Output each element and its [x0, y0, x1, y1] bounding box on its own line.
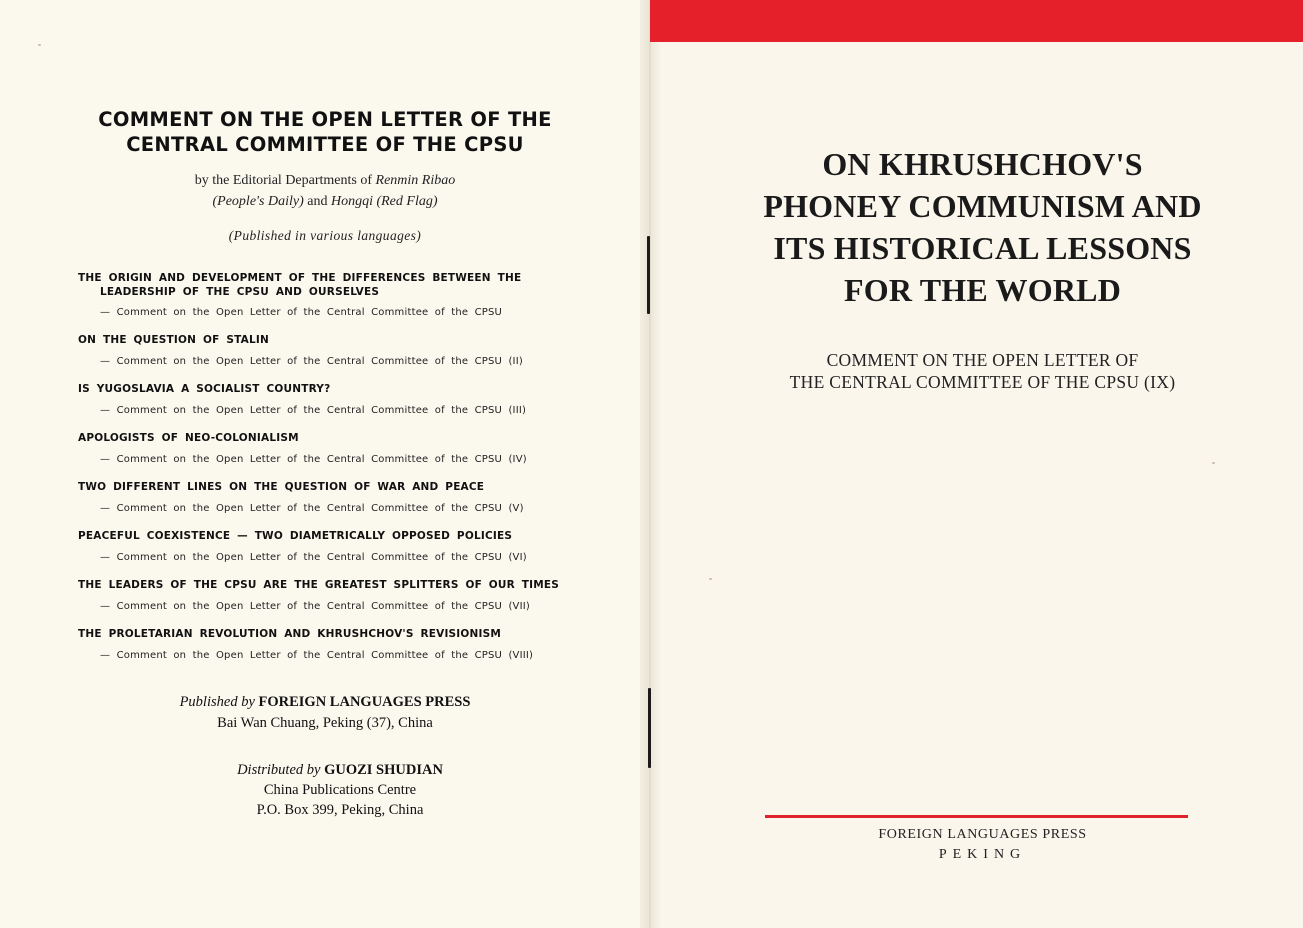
publisher-name: FOREIGN LANGUAGES PRESS	[258, 694, 471, 710]
publisher-address: Bai Wan Chuang, Peking (37), China	[217, 715, 433, 731]
toc-item-subtitle: — Comment on the Open Letter of the Central Committee of the CPSU (III)	[100, 405, 527, 416]
cover-subtitle-line2: THE CENTRAL COMMITTEE OF THE CPSU (IX)	[789, 372, 1176, 392]
cover-red-band	[650, 0, 1303, 42]
toc-item-title: APOLOGISTS OF NEO-COLONIALISM	[78, 432, 299, 444]
series-title-line1: COMMENT ON THE OPEN LETTER OF THE	[98, 108, 552, 131]
cover-press-name: FOREIGN LANGUAGES PRESS	[878, 827, 1087, 842]
toc-item-subtitle: — Comment on the Open Letter of the Central Committee of the CPSU	[100, 307, 503, 318]
byline-paper1: Renmin Ribao	[375, 173, 456, 188]
toc-item-subtitle: — Comment on the Open Letter of the Central Committee of the CPSU (VIII)	[100, 650, 534, 661]
toc-item-subtitle: — Comment on the Open Letter of the Central Committee of the CPSU (V)	[100, 503, 524, 514]
toc-item-title: TWO DIFFERENT LINES ON THE QUESTION OF WAR AND PEACE	[78, 481, 485, 493]
list-item	[78, 333, 570, 369]
list-item	[78, 529, 570, 565]
publisher-block	[60, 692, 590, 734]
toc-item-title: THE LEADERS OF THE CPSU ARE THE GREATEST SPLITTERS OF OUR TIMES	[78, 579, 560, 591]
toc-item-subtitle: — Comment on the Open Letter of the Central Committee of the CPSU (VI)	[100, 552, 527, 563]
cover-title-line2: PHONEY COMMUNISM AND	[763, 188, 1202, 224]
byline-line2	[60, 191, 590, 212]
byline-text: by the Editorial Departments of	[194, 173, 376, 188]
publisher-line	[60, 692, 590, 713]
byline-line1	[60, 170, 590, 191]
paper-speck	[1212, 462, 1215, 464]
toc-item-title-cont: LEADERSHIP OF THE CPSU AND OURSELVES	[100, 286, 380, 298]
list-item	[78, 382, 570, 418]
distributed-by-label: Distributed by	[237, 762, 321, 778]
distributor-block	[60, 760, 620, 820]
right-page-cover	[650, 0, 1303, 928]
toc-item-title: THE ORIGIN AND DEVELOPMENT OF THE DIFFERENCES BETWEEN THE	[78, 272, 522, 284]
toc-item-title: PEACEFUL COEXISTENCE — TWO DIAMETRICALLY OPPOSED POLICIES	[78, 530, 513, 542]
paper-speck	[709, 578, 712, 580]
series-title	[60, 107, 590, 157]
list-item	[78, 480, 570, 516]
list-item	[78, 578, 570, 614]
toc-item-subtitle: — Comment on the Open Letter of the Central Committee of the CPSU (IV)	[100, 454, 527, 465]
distributor-name: GUOZI SHUDIAN	[324, 762, 443, 778]
distributor-line3: P.O. Box 399, Peking, China	[256, 802, 424, 818]
byline-paper2-en: (Red Flag)	[372, 194, 438, 209]
cover-red-rule	[765, 815, 1188, 818]
cover-title-line3: ITS HISTORICAL LESSONS	[773, 230, 1192, 266]
binding-mark-bottom	[648, 688, 651, 768]
distributor-line2: China Publications Centre	[263, 782, 417, 798]
toc-item-title: ON THE QUESTION OF STALIN	[78, 334, 269, 346]
byline	[60, 170, 590, 212]
list-item	[78, 271, 570, 320]
toc-item-subtitle: — Comment on the Open Letter of the Central Committee of the CPSU (II)	[100, 356, 523, 367]
distributor-line	[60, 760, 620, 780]
toc-item-title: THE PROLETARIAN REVOLUTION AND KHRUSHCHOV'S REVISIONISM	[78, 628, 502, 640]
cover-press-city: PEKING	[938, 847, 1027, 862]
cover-title	[740, 143, 1225, 311]
cover-subtitle	[740, 349, 1225, 393]
cover-imprint	[740, 825, 1225, 865]
list-item	[78, 627, 570, 663]
byline-paper2: Hongqi	[330, 194, 373, 209]
series-contents-list	[78, 271, 570, 663]
cover-subtitle-line1: COMMENT ON THE OPEN LETTER OF	[826, 350, 1139, 370]
series-title-line2: CENTRAL COMMITTEE OF THE CPSU	[126, 133, 524, 156]
byline-paper1-en: (People's Daily)	[212, 194, 304, 209]
cover-title-line4: FOR THE WORLD	[843, 272, 1122, 308]
list-item	[78, 431, 570, 467]
book-gutter	[640, 0, 660, 928]
toc-item-subtitle: — Comment on the Open Letter of the Central Committee of the CPSU (VII)	[100, 601, 530, 612]
binding-mark-top	[647, 236, 650, 314]
published-note: (Published in various languages)	[228, 228, 422, 243]
toc-item-title: IS YUGOSLAVIA A SOCIALIST COUNTRY?	[78, 383, 331, 395]
cover-title-line1: ON KHRUSHCHOV'S	[822, 146, 1143, 182]
byline-and: and	[303, 194, 331, 209]
paper-speck	[38, 44, 41, 46]
published-by-label: Published by	[179, 694, 255, 710]
